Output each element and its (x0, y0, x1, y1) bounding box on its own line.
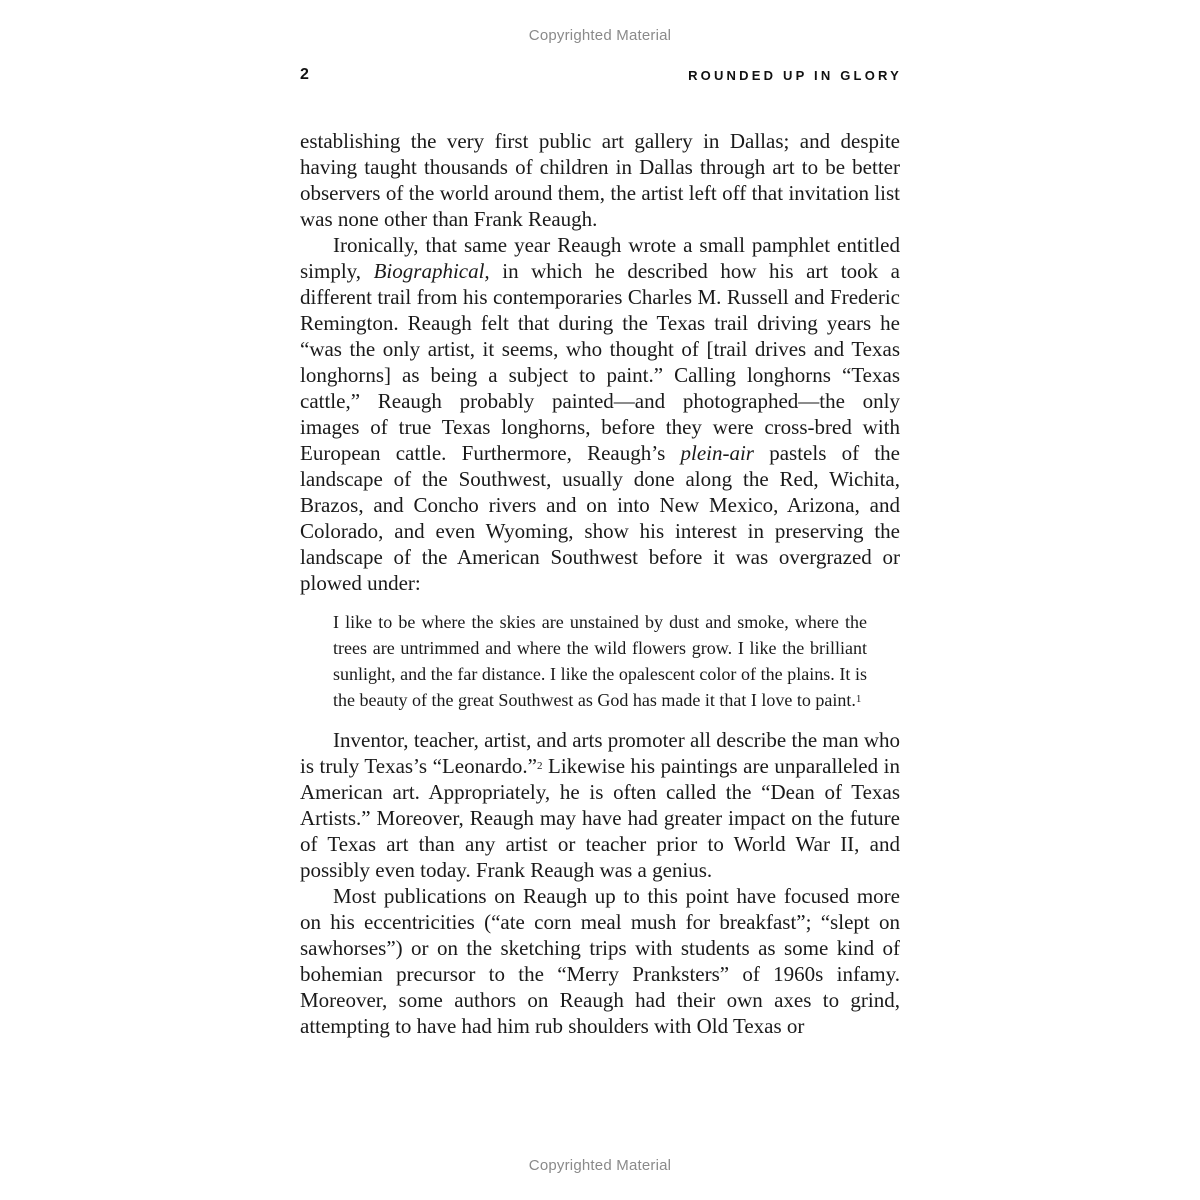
running-head (300, 66, 902, 88)
copyright-watermark-bottom: Copyrighted Material (528, 1157, 672, 1174)
paragraph-leonardo (300, 727, 900, 883)
paragraph-text: in which he described how his art took a different trail from his contemporaries Charles M. Russell and Frederic Remington. Reaugh felt that during the Texas trail driving years he “was the only artist, it seems, who thought of [trail drives and Texas longhorns] as being a subject to paint.” Calling longhorns “Texas cattle,” Reaugh probably painted—and photographed—the only images of true Texas longhorns, before they were cross-bred with European cattle. Furthermore, Reaugh’s (300, 259, 900, 465)
quote-text: I like to be where the skies are unstained by dust and smoke, where the trees are untrimmed and where the wild flowers grow. I like the brilliant sunlight, and the far distance. I like the opalescent color of the plains. It is the beauty of the great Southwest as God has made it that I love to paint. (333, 612, 867, 710)
paragraph-publications: Most publications on Reaugh up to this point have focused more on his eccentricities (“ate corn meal mush for breakfast”; “slept on sawhorses”) or on the sketching trips with students as some kind of bohemian precursor to the “Merry Pranksters” of 1960s infamy. Moreover, some authors on Reaugh had their own axes to grind, attempting to have had him rub shoulders with Old Texas or (300, 884, 900, 1038)
page-number: 2 (300, 66, 309, 83)
paragraph-continued: establishing the very first public art gallery in Dallas; and despite having taught thousands of children in Dallas through art to be better observers of the world around them, the artist left off that invitation list was none other than Frank Reaugh. (300, 129, 900, 231)
body-text (300, 128, 900, 1039)
block-quote (333, 609, 867, 713)
book-title-italic: Biographical, (373, 259, 490, 283)
running-title: ROUNDED UP IN GLORY (688, 68, 902, 83)
term-italic: plein-air (680, 441, 754, 465)
paragraph-text: Ironically, that same year Reaugh wrote a small pamphlet entitled simply, (300, 233, 900, 283)
paragraph-text: Likewise his paintings are unparalleled in American art. Appropriately, he is often called the “Dean of Texas Artists.” Moreover, Reaugh may have had greater impact on the future of Texas art than any artist or teacher prior to World War II, and possibly even today. Frank Reaugh was a genius. (300, 754, 901, 882)
paragraph-biographical (300, 232, 900, 596)
footnote-marker-1: 1 (855, 693, 862, 705)
paragraph-text: pastels of the landscape of the Southwest, usually done along the Red, Wichita, Brazos, and Concho rivers and on into New Mexico, Arizona, and Colorado, and even Wyoming, show his interest in preserving the landscape of the American Southwest before it was overgrazed or plowed under: (300, 441, 900, 595)
paragraph-text: Inventor, teacher, artist, and arts promoter all describe the man who is truly Texas’s “Leonardo.” (300, 728, 900, 778)
footnote-marker-2: 2 (536, 760, 543, 772)
copyright-watermark-top: Copyrighted Material (528, 27, 672, 44)
